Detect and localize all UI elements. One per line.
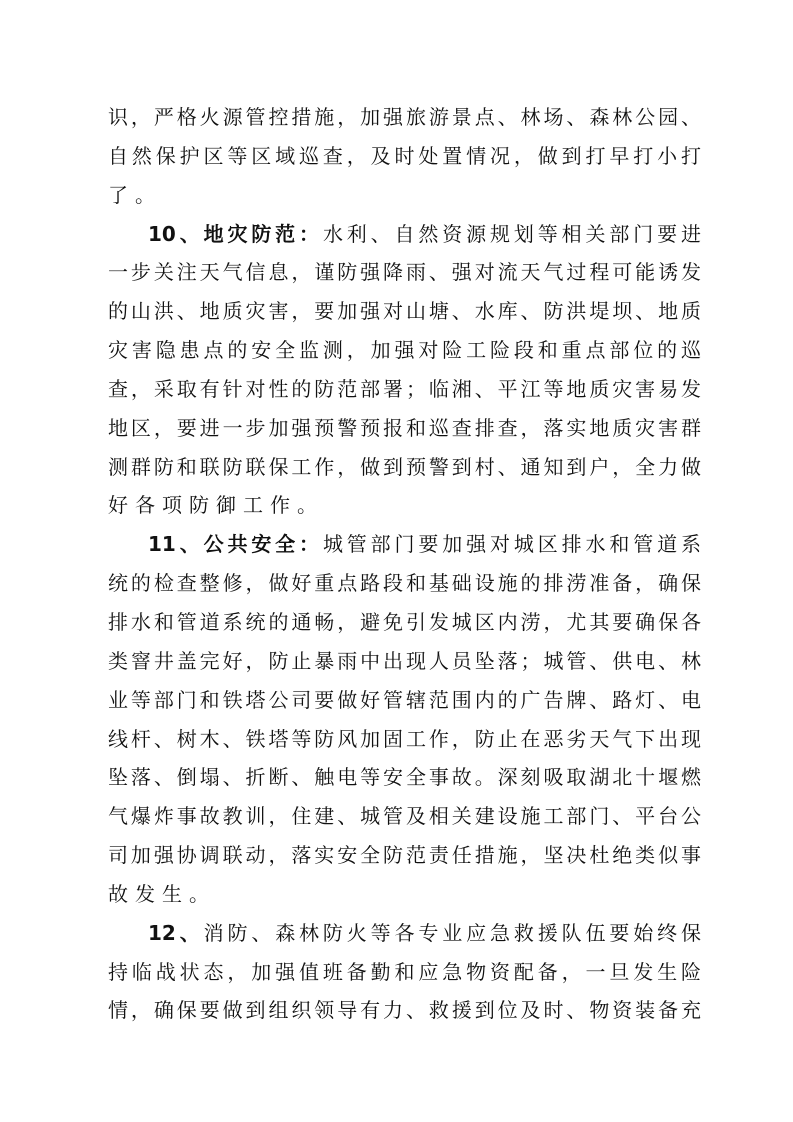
paragraph-heading: 12、 bbox=[148, 920, 204, 945]
text-line: 灾害隐患点的安全监测，加强对险工险段和重点部位的巡 bbox=[108, 338, 701, 363]
text-line bbox=[108, 215, 701, 254]
text-line: 气爆炸事故教训，住建、城管及相关建设施工部门、平台公 bbox=[108, 804, 701, 829]
document-page bbox=[108, 98, 701, 1030]
text-line: 好各项防御工作。 bbox=[108, 493, 324, 518]
paragraph-public-safety bbox=[108, 525, 701, 913]
text-line: 情，确保要做到组织领导有力、救援到位及时、物资装备充 bbox=[108, 998, 701, 1023]
text-line: 司加强协调联动，落实安全防范责任措施，坚决杜绝类似事 bbox=[108, 843, 701, 868]
paragraph-geological-disaster-prevention bbox=[108, 215, 701, 526]
paragraph-heading: 11、公共安全： bbox=[148, 532, 323, 557]
text-line: 的山洪、地质灾害，要加强对山塘、水库、防洪堤坝、地质 bbox=[108, 299, 701, 324]
text-line: 查，采取有针对性的防范部署；临湘、平江等地质灾害易发 bbox=[108, 376, 701, 401]
text-line bbox=[108, 914, 701, 953]
text-line: 了。 bbox=[108, 182, 162, 207]
text-line: 线杆、树木、铁塔等防风加固工作，防止在恶劣天气下出现 bbox=[108, 726, 701, 751]
text-line bbox=[108, 525, 701, 564]
text-line: 排水和管道系统的通畅，避免引发城区内涝，尤其要确保各 bbox=[108, 609, 701, 634]
text-line: 业等部门和铁塔公司要做好管辖范围内的广告牌、路灯、电 bbox=[108, 687, 701, 712]
text-line: 测群防和联防联保工作，做到预警到村、通知到户，全力做 bbox=[108, 454, 701, 479]
text-line: 自然保护区等区域巡查，及时处置情况，做到打早打小打 bbox=[108, 143, 701, 168]
text-line: 地区，要进一步加强预警预报和巡查排查，落实地质灾害群 bbox=[108, 415, 701, 440]
text-line: 坠落、倒塌、折断、触电等安全事故。深刻吸取湖北十堰燃 bbox=[108, 765, 701, 790]
paragraph-heading: 10、地灾防范： bbox=[148, 221, 323, 246]
paragraph-emergency-rescue bbox=[108, 914, 701, 1031]
paragraph-text: 消防、森林防火等各专业应急救援队伍要始终保 bbox=[203, 920, 701, 945]
text-line: 持临战状态，加强值班备勤和应急物资配备，一旦发生险 bbox=[108, 959, 701, 984]
paragraph-text: 城管部门要加强对城区排水和管道系 bbox=[322, 532, 701, 557]
text-line: 类窨井盖完好，防止暴雨中出现人员坠落；城管、供电、林 bbox=[108, 648, 701, 673]
paragraph-fire-prevention-continued bbox=[108, 98, 701, 215]
text-line: 故发生。 bbox=[108, 881, 216, 906]
text-line: 统的检查整修，做好重点路段和基础设施的排涝准备，确保 bbox=[108, 571, 701, 596]
text-line: 识，严格火源管控措施，加强旅游景点、林场、森林公园、 bbox=[108, 105, 701, 129]
paragraph-text: 水利、自然资源规划等相关部门要进 bbox=[322, 221, 701, 246]
text-line: 一步关注天气信息，谨防强降雨、强对流天气过程可能诱发 bbox=[108, 260, 701, 285]
